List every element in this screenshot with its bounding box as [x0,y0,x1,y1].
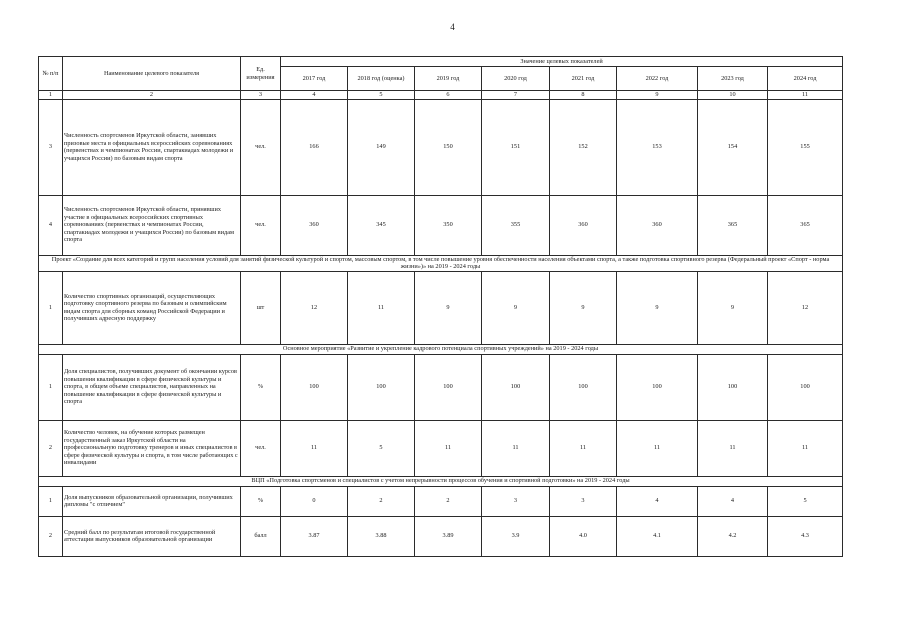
header-column-number: 9 [617,91,698,100]
value-cell: 11 [698,420,768,476]
unit-cell: балл [241,516,281,556]
indicator-name: Количество человек, на обучение которых размещен государственный заказ Иркутской области на профессиональную подготовку тренеров и иных специалистов в сфере физической культуры и спорта, в том числе работающих с инвалидами [63,420,241,476]
value-cell: 154 [698,99,768,195]
header-year: 2023 год [698,67,768,91]
value-cell: 11 [550,420,617,476]
value-cell: 100 [482,354,550,420]
value-cell: 149 [348,99,415,195]
page-number: 4 [450,22,455,32]
value-cell: 152 [550,99,617,195]
header-indicator-name: Наименование целевого показателя [63,57,241,91]
header-year: 2021 год [550,67,617,91]
value-cell: 4.3 [768,516,843,556]
header-column-number: 8 [550,91,617,100]
unit-cell: % [241,486,281,516]
value-cell: 11 [482,420,550,476]
table-row [39,195,843,255]
value-cell: 365 [768,195,843,255]
value-cell: 100 [550,354,617,420]
value-cell: 4.0 [550,516,617,556]
value-cell: 365 [698,195,768,255]
value-cell: 150 [415,99,482,195]
section-title: Проект «Создание для всех категорий и групп населения условий для занятий физической культурой и спортом, массовым спортом, в том числе повышение уровня обеспеченности населения объектами спорта, а также подготовка спортивного резерва (Федеральный проект «Спорт - норма жизни»)» на 2019 - 2024 годы [39,255,843,271]
value-cell: 3.87 [281,516,348,556]
value-cell: 2 [415,486,482,516]
value-cell: 151 [482,99,550,195]
indicator-name: Доля выпускников образовательной организации, получивших дипломы "с отличием" [63,486,241,516]
value-cell: 100 [415,354,482,420]
value-cell: 155 [768,99,843,195]
value-cell: 4 [617,486,698,516]
value-cell: 5 [768,486,843,516]
value-cell: 4 [698,486,768,516]
value-cell: 153 [617,99,698,195]
value-cell: 12 [768,271,843,344]
section-header-row [39,255,843,271]
value-cell: 166 [281,99,348,195]
row-number: 4 [39,195,63,255]
value-cell: 100 [698,354,768,420]
value-cell: 9 [550,271,617,344]
value-cell: 11 [768,420,843,476]
value-cell: 0 [281,486,348,516]
value-cell: 11 [415,420,482,476]
value-cell: 3.89 [415,516,482,556]
unit-cell: чел. [241,99,281,195]
header-column-number: 4 [281,91,348,100]
value-cell: 12 [281,271,348,344]
unit-cell: чел. [241,195,281,255]
value-cell: 100 [281,354,348,420]
table-row [39,516,843,556]
value-cell: 11 [348,271,415,344]
section-header-row [39,476,843,486]
header-year: 2019 год [415,67,482,91]
table-row [39,99,843,195]
header-unit: Ед. измерения [241,57,281,91]
value-cell: 4.2 [698,516,768,556]
section-title: ВЦП «Подготовка спортсменов и специалистов с учетом непрерывности процессов обучения и спортивной подготовки» на 2019 - 2024 годы [39,476,843,486]
indicator-name: Численность спортсменов Иркутской области, занявших призовые места в официальных всероссийских соревнованиях (первенствах и чемпионатах России, спартакиадах молодежи и учащихся России) по базовым видам спорта [63,99,241,195]
header-num: № п/п [39,57,63,91]
header-year: 2020 год [482,67,550,91]
header-column-number: 10 [698,91,768,100]
row-number: 2 [39,420,63,476]
indicators-table [38,56,843,557]
indicator-name: Доля специалистов, получивших документ об окончании курсов повышения квалификации в сфере физической культуры и спорта, в общем объеме специалистов, направленных на повышение квалификации в сфере физической культуры и спорта [63,354,241,420]
indicator-name: Численность спортсменов Иркутской области, принявших участие в официальных всероссийских спортивных соревнованиях (первенствах и чемпионатах России, спартакиадах молодежи и учащихся России) по базовым видам спорта [63,195,241,255]
value-cell: 100 [768,354,843,420]
table-row [39,271,843,344]
indicator-name: Средний балл по результатам итоговой государственной аттестации выпускников образовательной организации [63,516,241,556]
value-cell: 5 [348,420,415,476]
row-number: 3 [39,99,63,195]
value-cell: 9 [482,271,550,344]
header-column-number: 5 [348,91,415,100]
value-cell: 9 [698,271,768,344]
header-year: 2022 год [617,67,698,91]
value-cell: 3.9 [482,516,550,556]
row-number: 1 [39,486,63,516]
header-year: 2024 год [768,67,843,91]
section-header-row [39,344,843,354]
value-cell: 100 [348,354,415,420]
value-cell: 2 [348,486,415,516]
header-year: 2017 год [281,67,348,91]
value-cell: 4.1 [617,516,698,556]
table-row [39,420,843,476]
value-cell: 360 [550,195,617,255]
header-year: 2018 год (оценка) [348,67,415,91]
unit-cell: чел. [241,420,281,476]
value-cell: 9 [617,271,698,344]
header-column-number: 1 [39,91,63,100]
header-column-number: 11 [768,91,843,100]
header-column-number: 6 [415,91,482,100]
table-row [39,486,843,516]
value-cell: 100 [617,354,698,420]
value-cell: 360 [617,195,698,255]
value-cell: 3 [482,486,550,516]
unit-cell: % [241,354,281,420]
header-column-number: 3 [241,91,281,100]
header-values-group: Значение целевых показателей [281,57,843,67]
value-cell: 3.88 [348,516,415,556]
value-cell: 360 [281,195,348,255]
value-cell: 11 [617,420,698,476]
unit-cell: шт [241,271,281,344]
value-cell: 11 [281,420,348,476]
table-row [39,354,843,420]
row-number: 1 [39,271,63,344]
header-column-number: 2 [63,91,241,100]
value-cell: 355 [482,195,550,255]
header-column-number: 7 [482,91,550,100]
value-cell: 345 [348,195,415,255]
row-number: 2 [39,516,63,556]
indicator-name: Количество спортивных организаций, осуществляющих подготовку спортивного резерва по базовым и олимпийским видам спорта для сборных команд Российской Федерации и получивших адресную поддержку [63,271,241,344]
value-cell: 350 [415,195,482,255]
row-number: 1 [39,354,63,420]
value-cell: 9 [415,271,482,344]
section-title: Основное мероприятие «Развитие и укрепление кадрового потенциала спортивных учреждений» на 2019 - 2024 годы [39,344,843,354]
value-cell: 3 [550,486,617,516]
